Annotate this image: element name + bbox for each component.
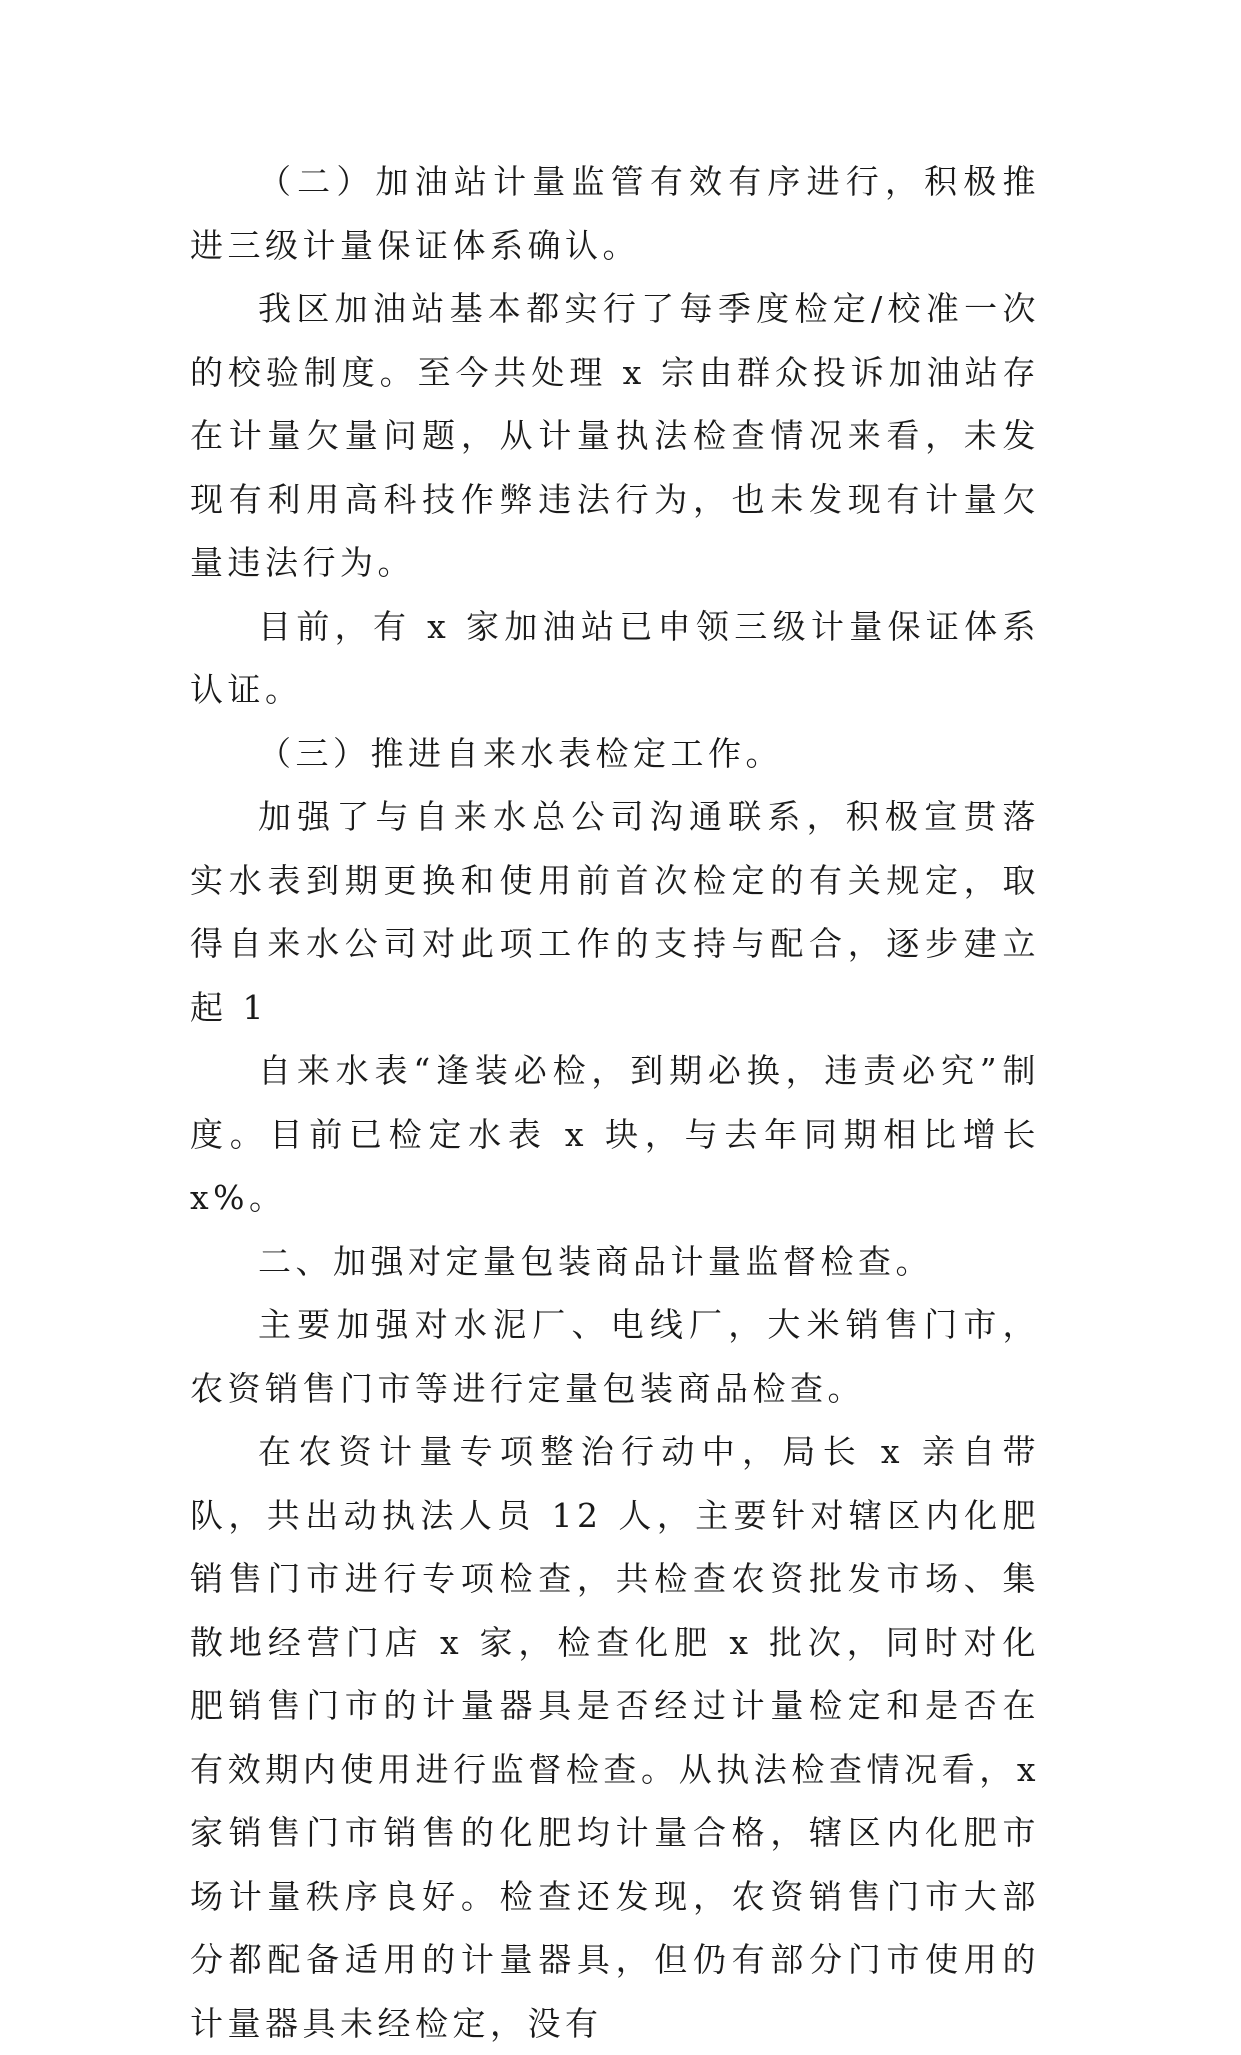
document-body — [190, 150, 1040, 2055]
paragraph-water-meter-policy: 自来水表“逢装必检，到期必换，违责必究”制度。目前已检定水表 x 块，与去年同期相比增长 x%。 — [190, 1051, 1040, 1217]
paragraph-gas-station-certification: 目前，有 x 家加油站已申领三级计量保证体系认证。 — [190, 606, 1040, 709]
paragraph-water-company-cooperation: 加强了与自来水总公司沟通联系，积极宣贯落实水表到期更换和使用前首次检定的有关规定，取得自来水公司对此项工作的支持与配合，逐步建立起 1 — [190, 797, 1040, 1027]
paragraph-fertilizer-campaign: 在农资计量专项整治行动中，局长 x 亲自带队，共出动执法人员 12 人，主要针对辖区内化肥销售门市进行专项检查，共检查农资批发市场、集散地经营门店 x 家，检查化肥 x 批次，同时对化肥销售门市的计量器具是否经过计量检定和是否在有效期内使用进行监督检查。从执法检查情况看，x 家销售门市销售的化肥均计量合格，辖区内化肥市场计量秩序良好。检查还发现，农资销售门市大部分都配备适用的计量器具，但仍有部分门市使用的计量器具未经检定，没有 — [190, 1432, 1040, 2043]
paragraph-packaged-goods-inspection: 主要加强对水泥厂、电线厂，大米销售门市，农资销售门市等进行定量包装商品检查。 — [190, 1305, 1040, 1408]
paragraph-section-2-heading: （二）加油站计量监管有效有序进行，积极推进三级计量保证体系确认。 — [190, 162, 1040, 265]
paragraph-gas-station-verification: 我区加油站基本都实行了每季度检定/校准一次的校验制度。至今共处理 x 宗由群众投诉加油站存在计量欠量问题，从计量执法检查情况来看，未发现有利用高科技作弊违法行为，也未发现有计量欠量违法行为。 — [190, 289, 1040, 582]
paragraph-packaged-goods-heading: 二、加强对定量包装商品计量监督检查。 — [258, 1241, 933, 1281]
paragraph-section-3-heading: （三）推进自来水表检定工作。 — [258, 733, 783, 773]
